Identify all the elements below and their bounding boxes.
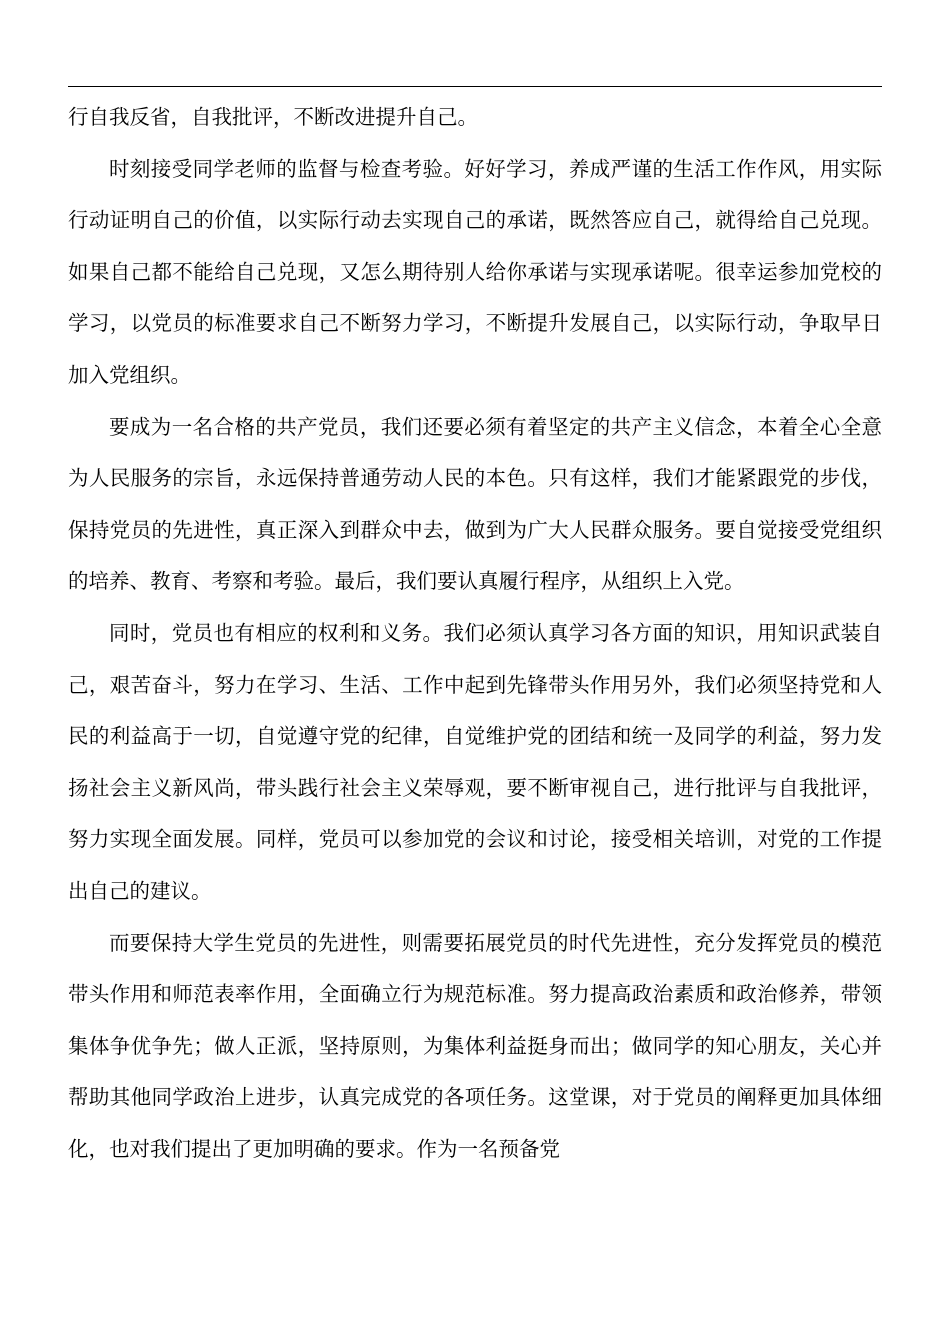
paragraph-rights-duties: 同时，党员也有相应的权利和义务。我们必须认真学习各方面的知识，用知识武装自己，艰苦奋斗，努力在学习、生活、工作中起到先锋带头作用另外，我们必须坚持党和人民的利益高于一切，自觉遵守党的纪律，自觉维护党的团结和统一及同学的利益，努力发扬社会主义新风尚，带头践行社会主义荣辱观，要不断审视自己，进行批评与自我批评，努力实现全面发展。同样，党员可以参加党的会议和讨论，接受相关培训，对党的工作提出自己的建议。 [68,620,882,903]
paragraph-advancement: 而要保持大学生党员的先进性，则需要拓展党员的时代先进性，充分发挥党员的模范带头作用和师范表率作用，全面确立行为规范标准。努力提高政治素质和政治修养，带领集体争优争先；做人正派，坚持原则，为集体利益挺身而出；做同学的知心朋友，关心并帮助其他同学政治上进步，认真完成党的各项任务。这堂课，对于党员的阐释更加具体细化，也对我们提出了更加明确的要求。作为一名预备党 [68,930,882,1161]
document-body [68,92,882,1175]
paragraph-supervision: 时刻接受同学老师的监督与检查考验。好好学习，养成严谨的生活工作作风，用实际行动证明自己的价值，以实际行动去实现自己的承诺，既然答应自己，就得给自己兑现。如果自己都不能给自己兑现，又怎么期待别人给你承诺与实现承诺呢。很幸运参加党校的学习，以党员的标准要求自己不断努力学习，不断提升发展自己，以实际行动，争取早日加入党组织。 [68,156,882,387]
paragraph-continuation: 行自我反省，自我批评，不断改进提升自己。 [68,105,478,129]
header-rule [68,86,882,87]
paragraph-qualified-member: 要成为一名合格的共产党员，我们还要必须有着坚定的共产主义信念，本着全心全意为人民服务的宗旨，永远保持普通劳动人民的本色。只有这样，我们才能紧跟党的步伐，保持党员的先进性，真正深入到群众中去，做到为广大人民群众服务。要自觉接受党组织的培养、教育、考察和考验。最后，我们要认真履行程序，从组织上入党。 [68,414,882,594]
